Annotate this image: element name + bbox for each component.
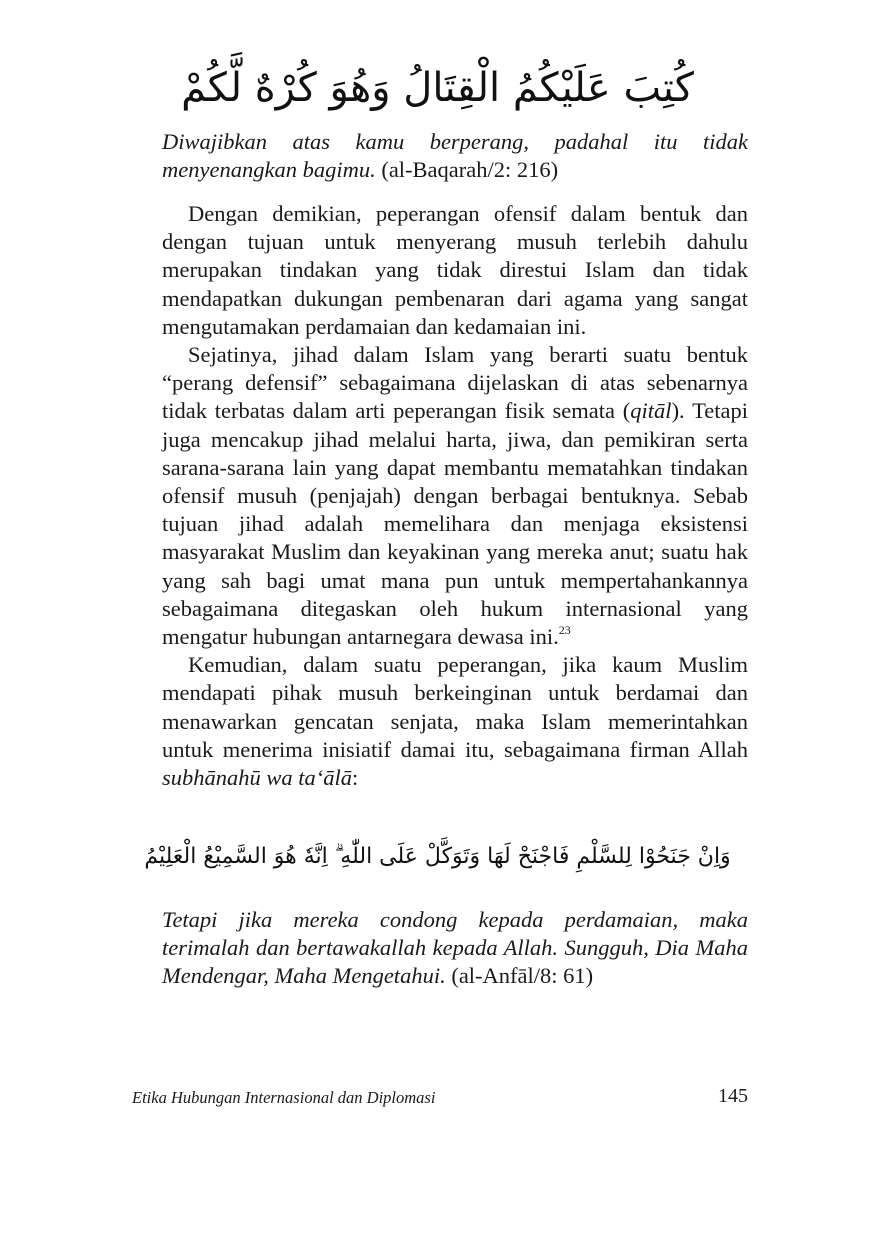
verse-reference: (al-Anfāl/8: 61) [451, 963, 594, 989]
paragraph-text: : [352, 765, 359, 791]
paragraph-text: Kemudian, dalam suatu peperangan, jika kaum Muslim mendapati pihak musuh berkeinginan untuk berdamai dan menawarkan gencatan senjata, maka Islam memerintahkan untuk menerima inisiatif damai itu, sebagaimana firman Allah [162, 652, 748, 762]
italic-term: subhānahū wa ta‘ālā [162, 765, 353, 791]
page-number: 145 [718, 1085, 748, 1107]
paragraph-text: ). Tetapi juga mencakup jihad melalui harta, jiwa, dan pemikiran serta sarana-sarana lain yang dapat membantu mematahkan tindakan ofensif musuh (penjajah) dengan berbagai bentuknya. Sebab tujuan jihad adalah memelihara dan menjaga eksistensi masyarakat Muslim dan keyakinan yang mereka anut; suatu hak yang sah bagi umat mana pun untuk mempertahankannya sebagaimana ditegaskan oleh hukum internasional yang mengatur hubungan antarnegara dewasa ini. [162, 398, 748, 650]
paragraph [162, 341, 748, 651]
translation-text: Diwajibkan atas kamu berperang, padahal itu tidak menyenangkan bagimu. [162, 129, 748, 183]
italic-term: qitāl [630, 398, 672, 424]
verse-reference: (al-Baqarah/2: 216) [381, 157, 559, 183]
translation-text: Tetapi jika mereka condong kepada perdamaian, maka terimalah dan bertawakallah kepada Allah. Sungguh, Dia Maha Mendengar, Maha Mengetahui. [162, 907, 748, 989]
body-text [162, 200, 748, 792]
paragraph-text: Sejatinya, jihad dalam Islam yang berarti suatu bentuk “perang defensif” sebagaimana dijelaskan di atas sebenarnya tidak terbatas dalam arti peperangan fisik semata ( [162, 342, 748, 424]
running-footer-title: Etika Hubungan Internasional dan Diplomasi [132, 1088, 436, 1107]
footnote-marker[interactable]: 23 [558, 623, 571, 638]
verse-translation-baqarah [162, 128, 748, 184]
quran-verse-arabic-anfal: وَاِنْ جَنَحُوْا لِلسَّلْمِ فَاجْنَحْ لَهَا وَتَوَكَّلْ عَلَى اللّٰهِ ۗ اِنَّهٗ هُوَ السَّمِيْعُ الْعَلِيْمُ [144, 844, 731, 869]
paragraph [162, 651, 748, 792]
quran-verse-arabic-baqarah: كُتِبَ عَلَيْكُمُ الْقِتَالُ وَهُوَ كُرْهٌ لَّكُمْ [181, 65, 694, 111]
verse-translation-anfal [162, 906, 748, 991]
paragraph: Dengan demikian, peperangan ofensif dalam bentuk dan dengan tujuan untuk menyerang musuh terlebih dahulu merupakan tindakan yang tidak direstui Islam dan tidak mendapatkan dukungan pembenaran dari agama yang sangat mengutamakan perdamaian dan kedamaian ini. [162, 201, 748, 339]
